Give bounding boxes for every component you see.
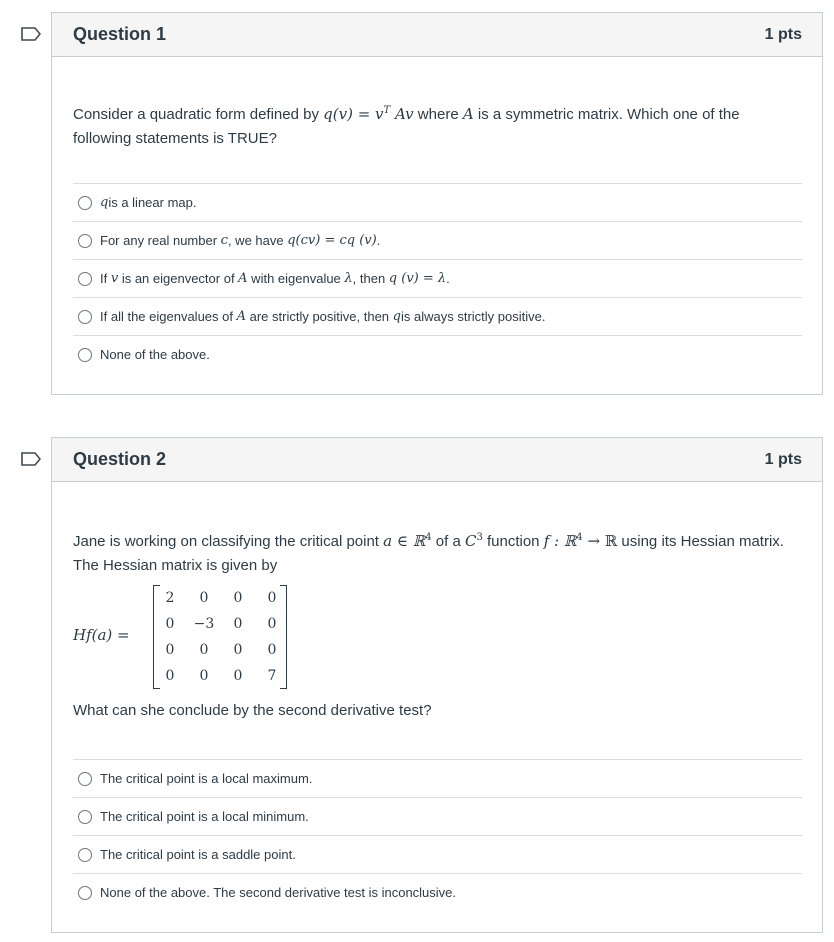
answer-option[interactable]: None of the above.	[73, 335, 802, 373]
question-card	[51, 12, 823, 395]
answer-option[interactable]: q is a linear map.	[73, 183, 802, 221]
radio-button[interactable]	[78, 196, 92, 210]
flag-icon[interactable]	[21, 27, 41, 41]
radio-button[interactable]	[78, 348, 92, 362]
question-header	[52, 13, 822, 57]
question-points: 1 pts	[764, 25, 802, 43]
answer-option[interactable]: If all the eigenvalues of A are strictly positive, then q is always strictly positive.	[73, 297, 802, 335]
radio-button[interactable]	[78, 772, 92, 786]
question-card	[51, 437, 823, 933]
radio-button[interactable]	[78, 810, 92, 824]
radio-button[interactable]	[78, 848, 92, 862]
question-points: 1 pts	[764, 450, 802, 468]
answer-list	[73, 183, 802, 373]
followup-text: What can she conclude by the second derivative test?	[73, 702, 432, 719]
radio-button[interactable]	[78, 310, 92, 324]
hessian-label: Hf(a) =	[73, 626, 130, 644]
hessian-matrix: 2 0 0 0 0 −3 0 0 0 0 0 0 0 0 0 7	[165, 590, 277, 684]
answer-option[interactable]: For any real number c , we have q(cv) = cq (v) .	[73, 221, 802, 259]
answer-option[interactable]: The critical point is a local minimum.	[73, 797, 802, 835]
answer-option[interactable]: If v is an eigenvector of A with eigenvalue λ , then q (v) = λ .	[73, 259, 802, 297]
question-text: Jane is working on classifying the critical point a ∈ ℝ$^4$ of a $C^3$ function f : ℝ$^4$ → ℝ using its Hessian matrix. The Hessian matrix is given by	[73, 532, 784, 574]
answer-option[interactable]: None of the above. The second derivative test is inconclusive.	[73, 873, 802, 911]
radio-button[interactable]	[78, 234, 92, 248]
radio-button[interactable]	[78, 886, 92, 900]
answer-option[interactable]: The critical point is a local maximum.	[73, 759, 802, 797]
answer-list	[73, 759, 802, 911]
question-title: Question 2	[73, 449, 167, 469]
flag-icon[interactable]	[21, 452, 41, 466]
radio-button[interactable]	[78, 272, 92, 286]
question-title: Question 1	[73, 24, 167, 44]
question-header	[52, 438, 822, 482]
answer-option[interactable]: The critical point is a saddle point.	[73, 835, 802, 873]
question-text: Consider a quadratic form defined by $q(v) = v^T$ Av where A is a symmetric matrix. Which one of the following statements is TRUE?	[73, 105, 740, 147]
